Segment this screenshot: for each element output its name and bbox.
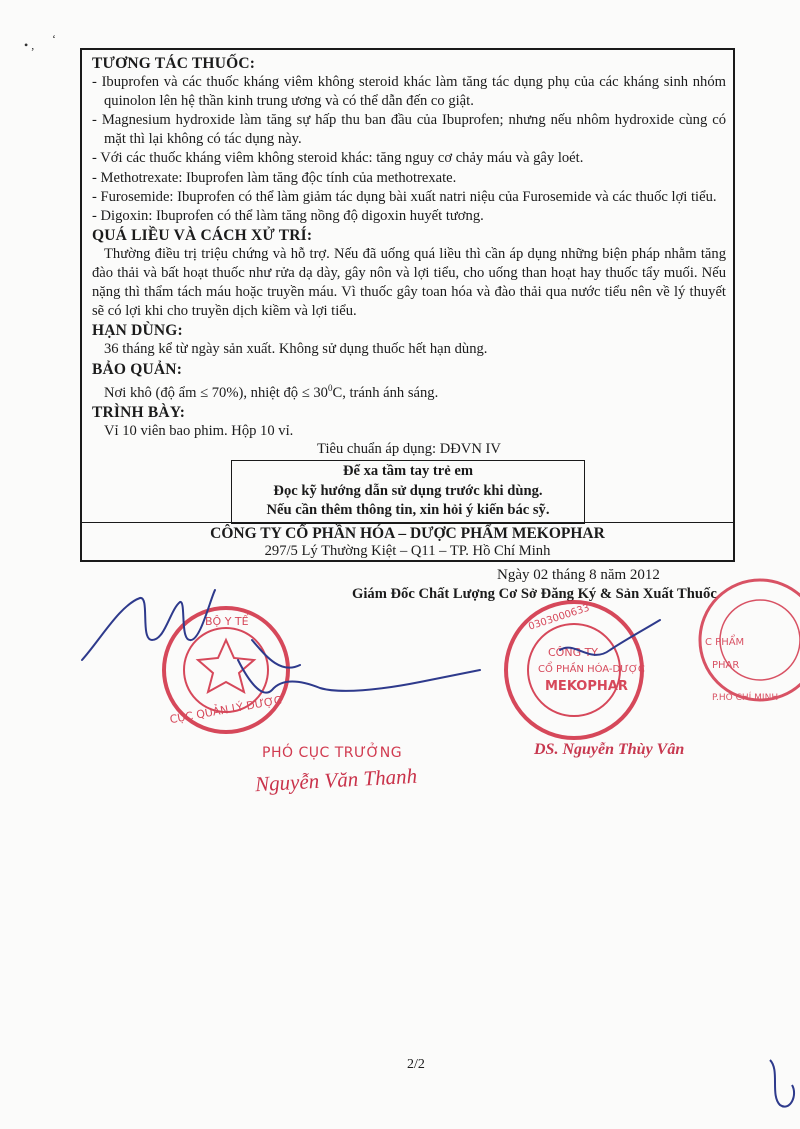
standard-applied: Tiêu chuẩn áp dụng: DĐVN IV	[317, 440, 501, 457]
director-title: Giám Đốc Chất Lượng Cơ Sở Đăng Ký & Sản Xuất Thuốc	[352, 586, 717, 602]
interaction-item: - Magnesium hydroxide làm tăng sự hấp thu ban đầu của Ibuprofen; nhưng nếu nhôm hydroxide cùng có mặt thì lại không có tác dụng này.	[92, 111, 726, 149]
presentation-text: Vỉ 10 viên bao phim. Hộp 10 vỉ.	[104, 422, 294, 439]
warning-line: Đọc kỹ hướng dẫn sử dụng trước khi dùng.	[273, 482, 543, 499]
svg-text:CÔNG TY: CÔNG TY	[548, 646, 599, 659]
svg-text:CỤC QUẢN LÝ DƯỢC: CỤC QUẢN LÝ DƯỢC	[168, 693, 283, 727]
partial-stamp	[700, 580, 800, 703]
interaction-item: - Với các thuốc kháng viêm không steroid khác: tăng nguy cơ chảy máu và gây loét.	[92, 149, 726, 168]
storage-text-before: Nơi khô (độ ẩm ≤ 70%), nhiệt độ ≤ 30	[104, 384, 328, 401]
storage-heading: BẢO QUẢN:	[92, 360, 183, 378]
margin-initial	[770, 1060, 794, 1107]
company-name: CÔNG TY CỔ PHẦN HÓA – DƯỢC PHẨM MEKOPHAR	[210, 525, 605, 542]
expiry-heading: HẠN DÙNG:	[92, 322, 183, 340]
svg-text:P.HỒ CHÍ MINH: P.HỒ CHÍ MINH	[712, 693, 779, 703]
interaction-item: - Digoxin: Ibuprofen có thể làm tăng nồng độ digoxin huyết tương.	[92, 207, 726, 226]
company-address: 297/5 Lý Thường Kiệt – Q11 – TP. Hồ Chí Minh	[264, 543, 551, 559]
scan-speck: • ,	[24, 38, 35, 52]
overdose-text: Thường điều trị triệu chứng và hỗ trợ. Nếu đã uống quá liều thì cần áp dụng những biện pháp nhằm tăng đào thải và bất hoạt thuốc như rửa dạ dày, gây nôn và lợi tiểu, cho uống than hoạt hay thuốc tẩy muối. Nếu nặng thì thẩm tách máu hoặc truyền máu. Vì thuốc gây toan hóa và đào thải qua nước tiểu nên về lý thuyết sẽ có lợi khi cho truyền dịch kiềm và lợi tiểu.	[92, 245, 726, 320]
warning-line: Để xa tầm tay trẻ em	[342, 463, 474, 479]
svg-text:CỔ PHẦN HÓA-DƯỢC: CỔ PHẦN HÓA-DƯỢC	[538, 664, 645, 675]
presentation-heading: TRÌNH BÀY:	[92, 403, 186, 421]
svg-text:BỘ Y TẾ: BỘ Y TẾ	[205, 615, 249, 628]
interaction-item: - Methotrexate: Ibuprofen làm tăng độc tính của methotrexate.	[92, 169, 726, 188]
ministry-stamp	[164, 608, 288, 732]
svg-text:0303000633: 0303000633	[527, 602, 592, 633]
overdose-heading: QUÁ LIỀU VÀ CÁCH XỬ TRÍ:	[92, 226, 313, 244]
degree-sup: 0	[327, 382, 333, 393]
warning-line: Nếu cần thêm thông tin, xin hỏi ý kiến bác sỹ.	[266, 502, 550, 518]
page-number: 2/2	[407, 1057, 425, 1072]
deputy-director-name: Nguyễn Văn Thanh	[254, 763, 418, 797]
svg-text:MEKOPHAR: MEKOPHAR	[545, 679, 628, 694]
pharmacist-name: DS. Nguyễn Thùy Vân	[534, 741, 685, 758]
interaction-item: - Furosemide: Ibuprofen có thể làm giảm tác dụng bài xuất natri niệu của Furosemide và các thuốc lợi tiểu.	[92, 188, 726, 207]
drug-interactions-heading: TƯƠNG TÁC THUỐC:	[92, 55, 256, 72]
company-stamp	[506, 602, 645, 738]
signature-strokes	[82, 590, 660, 693]
deputy-director-title: PHÓ CỤC TRƯỞNG	[262, 745, 403, 761]
svg-text:PHAR: PHAR	[712, 660, 740, 671]
expiry-text: 36 tháng kể từ ngày sản xuất. Không sử dụng thuốc hết hạn dùng.	[104, 341, 488, 358]
interaction-item: - Ibuprofen và các thuốc kháng viêm không steroid khác làm tăng tác dụng phụ của các kháng sinh nhóm quinolon lên hệ thần kinh trung ương và có thể dẫn đến co giật.	[92, 73, 726, 111]
scan-speck: ‘	[52, 32, 56, 46]
storage-text-after: C, tránh ánh sáng.	[332, 384, 439, 401]
svg-text:C PHẨM: C PHẨM	[705, 637, 745, 648]
approval-date: Ngày 02 tháng 8 năm 2012	[497, 567, 660, 583]
